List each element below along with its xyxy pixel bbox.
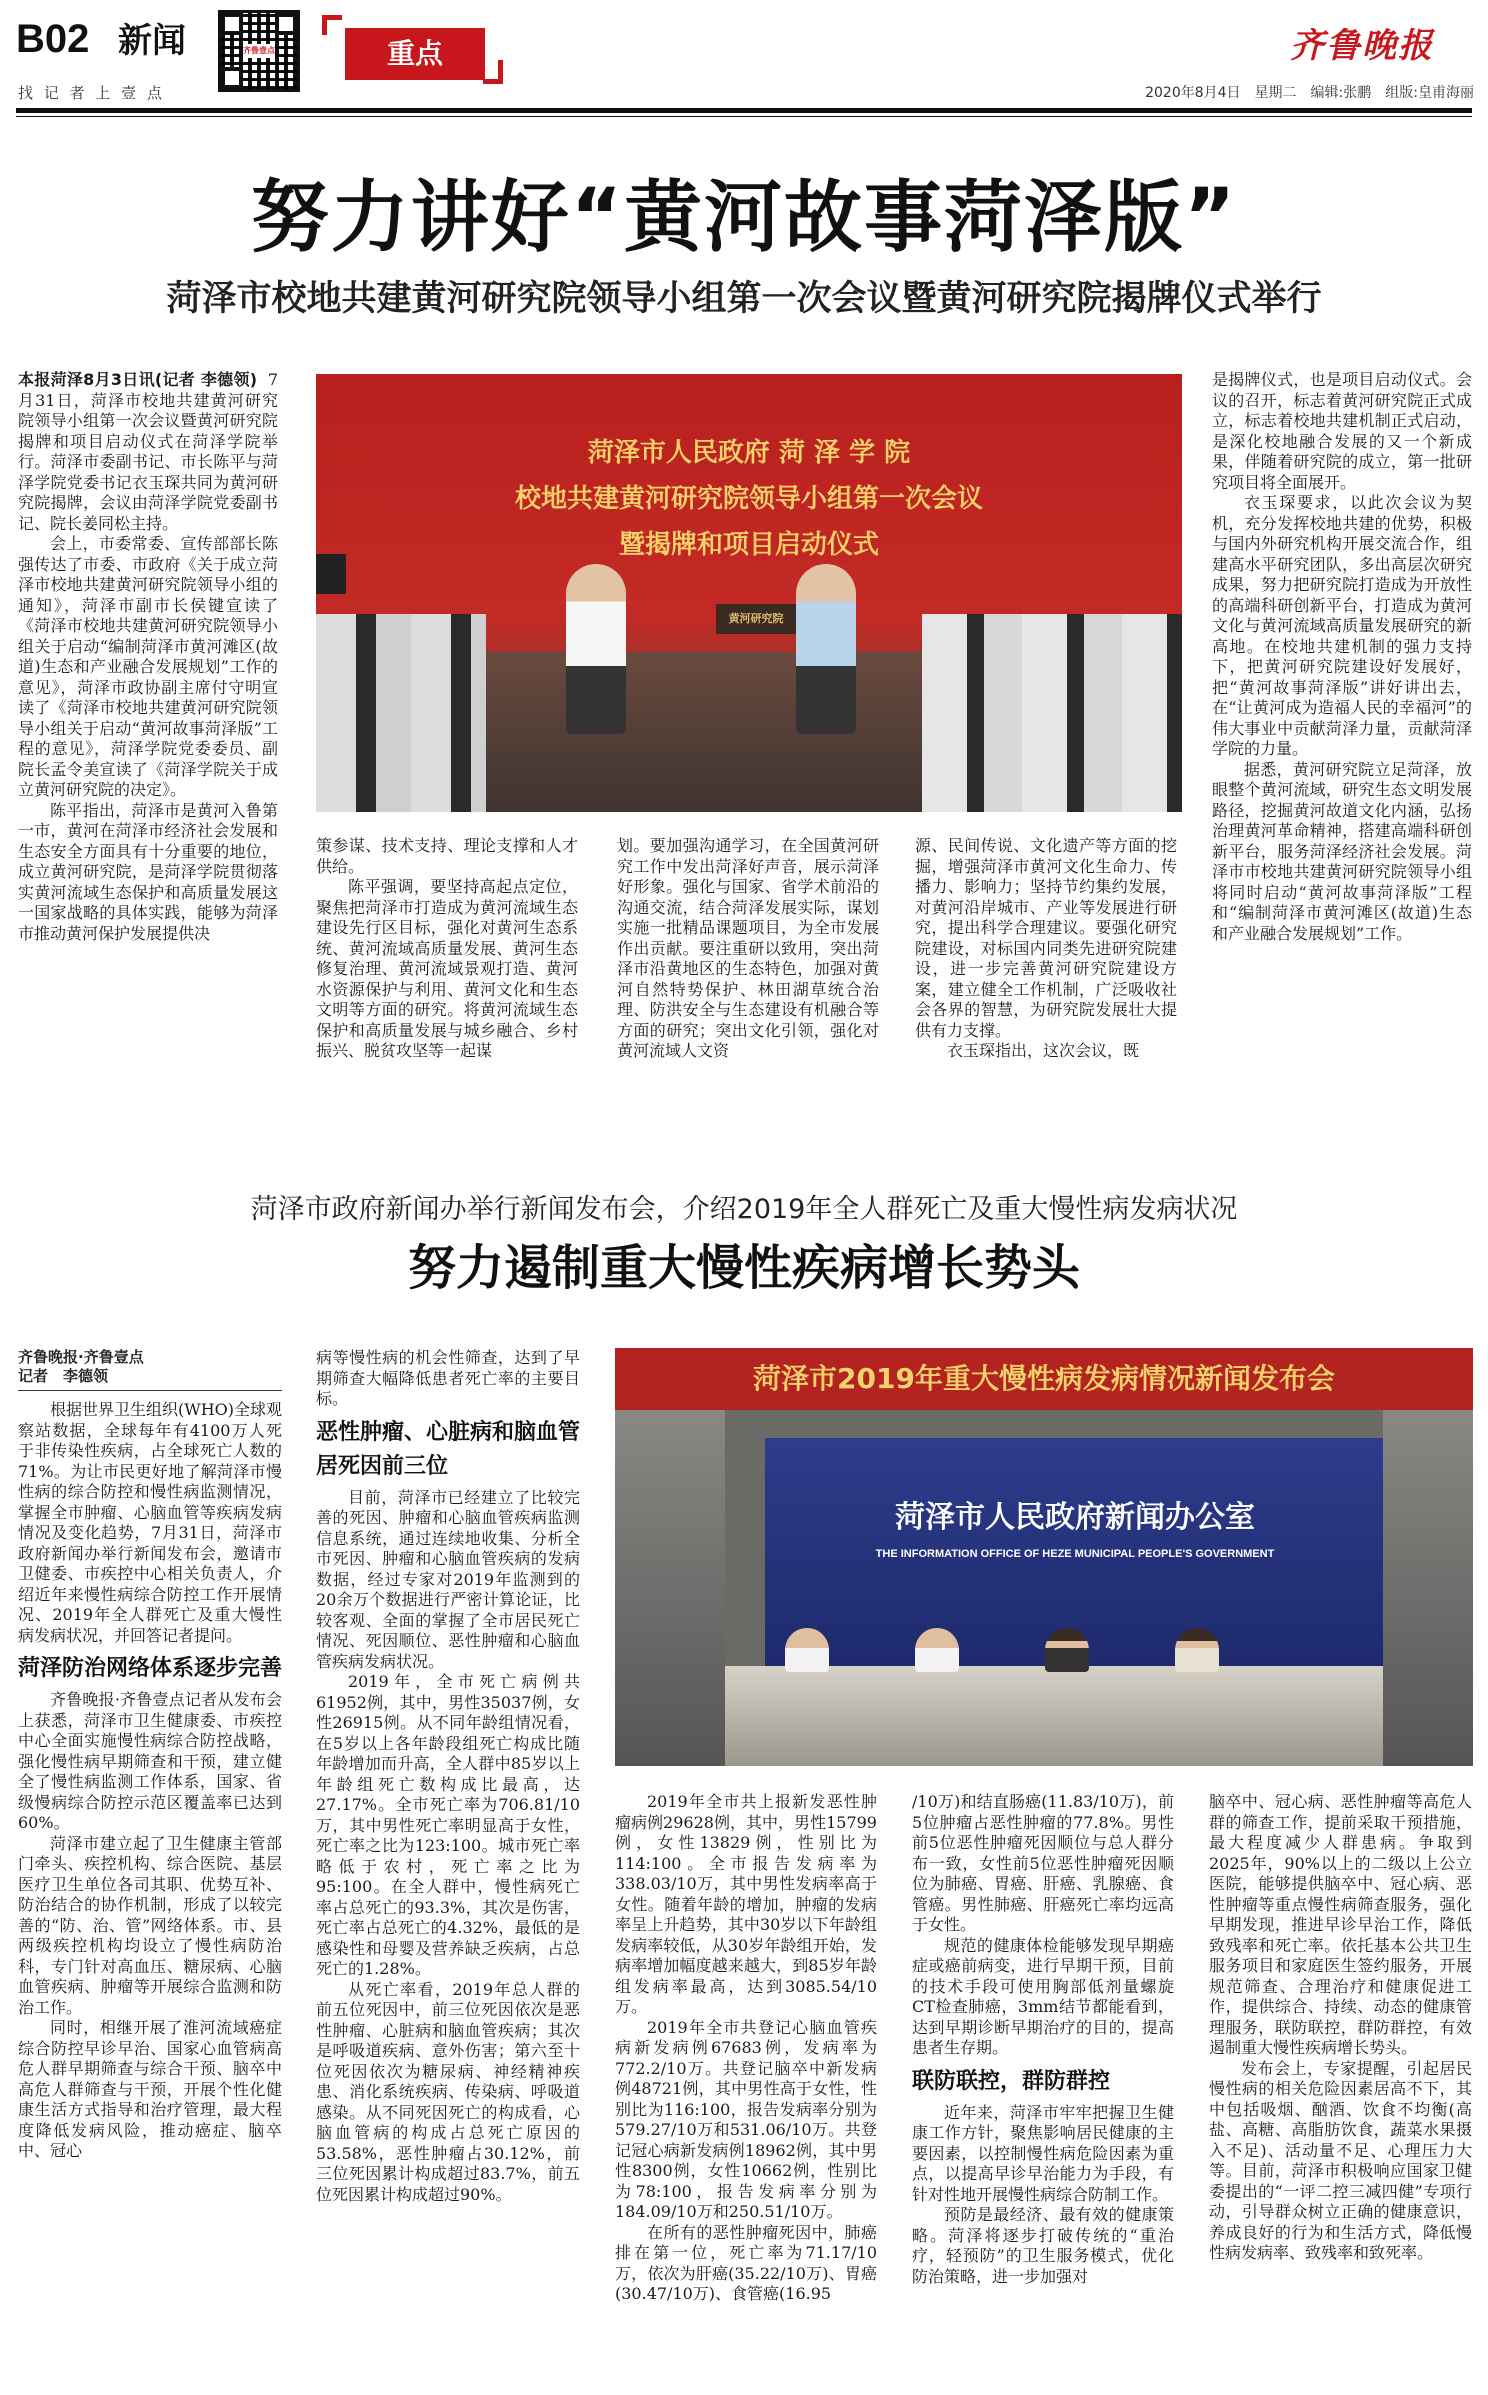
para: 规范的健康体检能够发现早期癌症或癌前病变，进行早期干预，目前的技术手段可使用胸部低剂量螺旋CT检查肺癌，3mm结节都能看到，达到早期诊断早期治疗的目的，提高患者生存期。 [912, 1935, 1174, 2057]
tagline: 找 记 者 上 壹 点 [18, 84, 165, 102]
header-rule [16, 108, 1472, 113]
event-banner-text: 菏泽市2019年重大慢性病发病情况新闻发布会 [753, 1362, 1335, 1395]
section-name: 新闻 [118, 21, 186, 61]
para: /10万)和结直肠癌(11.83/10万)，前5位肿瘤占恶性肿瘤的77.8%。男性前5位恶性肿瘤死因顺位与总人群分布一致，女性前5位恶性肿瘤死因顺位为肺癌、胃癌、肝癌、乳腺癌、食管癌。男性肺癌、肝癌死亡率均远高于女性。 [912, 1792, 1174, 1934]
para: 2019年全市共登记心脑血管疾病新发病例67683例，发病率为772.2/10万。共登记脑卒中新发病例48721例，其中男性高于女性，性别比为116:100，报告发病率分别为579.27/10万和531.06/10万。共登记冠心病新发病例18962例，其中男性8300例，女性10662例，性别比为78:100，报告发病率分别为184.09/10万和250.51/10万。 [615, 2017, 877, 2221]
para: 据悉，黄河研究院立足菏泽，放眼整个黄河流域，研究生态文明发展路径，挖掘黄河故道文化内涵，弘扬治理黄河革命精神，搭建高端科研创新平台，服务菏泽经济社会发展。菏泽市市校地共建黄河研究院领导小组将同时启动“黄河故事菏泽版”工程和“编制菏泽市黄河滩区(故道)生态和产业融合发展规划”工作。 [1212, 759, 1472, 943]
person [566, 564, 626, 734]
speaker [1045, 1628, 1089, 1672]
para: 病等慢性病的机会性筛查，达到了早期筛查大幅降低患者死亡率的主要目标。 [316, 1348, 580, 1408]
kicker: 菏泽市政府新闻办举行新闻发布会，介绍2019年全人群死亡及重大慢性病发病状况 [250, 1194, 1238, 1225]
para: 衣玉琛要求，以此次会议为契机，充分发挥校地共建的优势，积极与国内外研究机构开展交流合作，组建高水平研究团队，多出高层次研究成果，努力把研究院打造成为开放性的高端科研创新平台，打造成为黄河文化与黄河流域高质量发展研究的新高地。在校地共建机制的强力支持下，把黄河研究院建设好发展好，把“黄河故事菏泽版”讲好讲出去，在“让黄河成为造福人民的幸福河”的伟大事业中贡献菏泽力量，贡献菏泽学院的力量。 [1212, 493, 1472, 758]
speaker [915, 1628, 959, 1672]
plaque: 黄河研究院 [716, 604, 796, 634]
brand-logo: 齐鲁晚报 [1290, 26, 1434, 66]
para: 划。要加强沟通学习，在全国黄河研究工作中发出菏泽好声音，展示菏泽好形象。强化与国家、省学术前沿的沟通交流，结合菏泽发展实际，谋划实施一批精品课题项目，为全市发展作出贡献。要注重研以致用，突出菏泽市沿黄地区的生态特色，加强对黄河自然特势保护、林田湖草统合治理、防洪安全与生态建设有机融合等方面的研究；突出文化引领，强化对黄河流域人文资 [617, 836, 879, 1060]
person [796, 564, 856, 734]
subheadline: 菏泽市校地共建黄河研究院领导小组第一次会议暨黄河研究院揭牌仪式举行 [166, 279, 1322, 319]
para: 根据世界卫生组织(WHO)全球观察站数据，全球每年有4100万人死于非传染性疾病，占全球死亡人数的71%。为让市民更好地了解菏泽市慢性病的综合防控和慢性病监测情况，掌握全市肿瘤、心脑血管等疾病发病情况及变化趋势，7月31日，菏泽市政府新闻办举行新闻发布会，邀请市卫健委、市疾控中心相关负责人，介绍近年来慢性病综合防控工作开展情况、2019年全人群死亡及重大慢性病发病状况，并回答记者提问。 [18, 1400, 282, 1645]
para: 策参谋、技术支持、理论支撑和人才供给。 [316, 836, 578, 876]
a2-column-4 [912, 1792, 1174, 2382]
issue-info: 2020年8月4日 星期二 编辑:张鹏 组版:皇甫海丽 [1145, 85, 1474, 101]
para: 2019年全市共上报新发恶性肿瘤病例29628例，其中，男性15799例，女性13829例，性别比为114:100。全市报告发病率为338.03/10万，其中男性发病率高于女性。随着年龄的增加，肿瘤的发病率呈上升趋势，其中30岁以下年龄组发病率较低，从30岁年龄组开始，发病率增加幅度越来越大，到85岁年龄组发病率最高，达到3085.54/10万。 [615, 1792, 877, 2016]
a1-column-4 [915, 836, 1177, 1108]
a2-column-5 [1209, 1792, 1472, 2382]
byline [18, 1348, 282, 1391]
a2-column-3 [615, 1792, 877, 2382]
banner-line-2: 校地共建黄河研究院领导小组第一次会议 [514, 484, 983, 514]
byline-reporter: 记者 李德领 [18, 1367, 109, 1385]
a1-column-5 [1212, 370, 1472, 1108]
headline-2: 努力遏制重大慢性疾病增长势头 [407, 1240, 1080, 1296]
para: 从死亡率看，2019年总人群的前五位死因中，前三位死因依次是恶性肿瘤、心脏病和脑血管疾病；其次是呼吸道疾病、意外伤害；第六至十位死因依次为糖尿病、神经精神疾患、消化系统疾病、传染病、呼吸道感染。从不同死因死亡的构成看，心脑血管病的构成占总死亡原因的53.58%，恶性肿瘤占30.12%，前三位死因累计构成超过83.7%，前五位死因累计构成超过90%。 [316, 1979, 580, 2204]
speaker [1175, 1628, 1219, 1672]
para: 预防是最经济、最有效的健康策略。菏泽将逐步打破传统的“重治疗，轻预防”的卫生服务模式，优化防治策略，进一步加强对 [912, 2205, 1174, 2286]
subheading: 恶性肿瘤、心脏病和脑血管居死因前三位 [316, 1419, 580, 1479]
a2-column-2 [316, 1348, 580, 2382]
dateline: 本报菏泽8月3日讯(记者 李德领) [18, 370, 258, 389]
banner-line-1: 菏泽市人民政府 菏 泽 学 院 [587, 438, 911, 468]
tab-corner [322, 15, 342, 35]
para: 7月31日，菏泽市校地共建黄河研究院领导小组第一次会议暨黄河研究院揭牌和项目启动仪式在菏泽学院举行。菏泽市委副书记、市长陈平与菏泽学院党委书记衣玉琛共同为黄河研究院揭牌，会议由菏泽学院党委副书记、院长姜同松主持。 [18, 370, 278, 533]
a1-column-1 [18, 370, 278, 1108]
a2-column-1 [18, 1400, 282, 2382]
meeting-photo [316, 374, 1182, 812]
subheading: 菏泽防治网络体系逐步完善 [18, 1656, 282, 1681]
para: 会上，市委常委、宣传部部长陈强传达了市委、市政府《关于成立菏泽市校地共建黄河研究院领导小组的通知》，菏泽市副市长侯键宣读了《菏泽市校地共建黄河研究院领导小组关于启动“编制菏泽市黄河滩区(故道)生态和产业融合发展规划”工作的意见》，菏泽市政协副主席付守明宣读了《菏泽市校地共建黄河研究院领导小组关于启动“黄河故事菏泽版”工程的意见》，菏泽学院党委委员、副院长孟令美宣读了《菏泽学院关于成立黄河研究院的决定》。 [18, 534, 278, 799]
banner-line-3: 暨揭牌和项目启动仪式 [618, 530, 879, 560]
speaker [785, 1628, 829, 1672]
para: 是揭牌仪式，也是项目启动仪式。会议的召开，标志着黄河研究院正式成立，标志着校地共建机制正式启动，是深化校地融合发展的又一个新成果，伴随着研究院的成立，第一批研究项目将全面展开。 [1212, 370, 1472, 492]
backdrop-title: 菏泽市人民政府新闻办公室 [895, 1500, 1255, 1535]
tab-corner-right [483, 60, 503, 84]
qr-label: 齐鲁壹点 [243, 44, 275, 58]
para: 陈平指出，菏泽市是黄河入鲁第一市，黄河在菏泽市经济社会发展和生态安全方面具有十分重要的地位，成立黄河研究院，是菏泽学院贯彻落实黄河流域生态保护和高质量发展这一国家战略的具体实践，能够为菏泽市推动黄河保护发展提供决 [18, 800, 278, 943]
para: 近年来，菏泽市牢牢把握卫生健康工作方针，聚焦影响居民健康的主要因素，以控制慢性病危险因素为重点，以提高早诊早治能力为手段，有针对性地开展慢性病综合防制工作。 [912, 2102, 1174, 2204]
para: 发布会上，专家提醒，引起居民慢性病的相关危险因素居高不下，其中包括吸烟、酗酒、饮食不均衡(高盐、高糖、高脂肪饮食，蔬菜水果摄入不足)、活动量不足、心理压力大等。目前，菏泽市积极响应国家卫健委提出的“一评二控三减四健”专项行动，引导群众树立正确的健康意识，养成良好的行为和生活方式，降低慢性病发病率、致残率和致死率。 [1209, 2058, 1472, 2262]
para: 脑卒中、冠心病、恶性肿瘤等高危人群的筛查工作，提前采取干预措施，最大程度减少人群患病。争取到2025年，90%以上的二级以上公立医院，能够提供脑卒中、冠心病、恶性肿瘤等重点慢性病筛查服务，强化早期发现，推进早诊早治工作，降低致残率和死亡率。依托基本公共卫生服务项目和家庭医生签约服务，开展规范筛查、合理治疗和健康促进工作，提供综合、持续、动态的健康管理服务，联防联控，群防群控，有效遏制重大慢性疾病增长势头。 [1209, 1792, 1472, 2057]
podium-table [725, 1666, 1405, 1766]
section-tab[interactable]: 重点 [345, 28, 485, 80]
page-number: B02 [16, 17, 90, 61]
subheading: 联防联控，群防群控 [912, 2068, 1111, 2094]
para: 陈平强调，要坚持高起点定位，聚焦把菏泽市打造成为黄河流域生态建设先行区目标，强化对黄河生态系统、黄河流域高质量发展、黄河生态修复治理、黄河流域景观打造、黄河水资源保护与利用、黄河文化和生态文明等方面的研究。将黄河流域生态保护和高质量发展与城乡融合、乡村振兴、脱贫攻坚等一起谋 [316, 877, 578, 1060]
byline-outlet: 齐鲁晚报·齐鲁壹点 [18, 1348, 144, 1366]
press-conference-photo [615, 1348, 1473, 1766]
a1-column-3 [617, 836, 879, 1108]
backdrop-subtitle: THE INFORMATION OFFICE OF HEZE MUNICIPAL PEOPLE'S GOVERNMENT [875, 1548, 1275, 1560]
para: 齐鲁晚报·齐鲁壹点记者从发布会上获悉，菏泽市卫生健康委、市疾控中心全面实施慢性病综合防控战略，强化慢性病早期筛查和干预，建立健全了慢性病监测工作体系，国家、省级慢病综合防控示范区覆盖率已达到60%。 [18, 1690, 282, 1832]
para: 2019年，全市死亡病例共61952例，其中，男性35037例，女性26915例。从不同年龄组情况看，在5岁以上各年龄段组死亡构成比随年龄增加而升高，全人群中85岁以上年龄组死亡数构成比最高，达27.17%。全市死亡率为706.81/10万，其中男性死亡率明显高于女性，死亡率之比为123:100。城市死亡率略低于农村，死亡率之比为95:100。在全人群中，慢性病死亡率占总死亡的93.3%，其次是伤害，死亡率占总死亡的4.32%，最低的是感染性和母婴及营养缺乏疾病，占总死亡的1.28%。 [316, 1672, 580, 1978]
para: 目前，菏泽市已经建立了比较完善的死因、肿瘤和心脑血管疾病监测信息系统，通过连续地收集、分析全市死因、肿瘤和心脑血管疾病的发病数据，经过专家对2019年监测到的20余万个数据进行严密计算论证，比较客观、全面的掌握了全市居民死亡情况、死因顺位、恶性肿瘤和心脑血管疾病发病状况。 [316, 1487, 580, 1671]
para: 菏泽市建立起了卫生健康主管部门牵头、疾控机构、综合医院、基层医疗卫生单位各司其职、优势互补、防治结合的协作机制，形成了以较完善的“防、治、管”网络体系。市、县两级疾控机构均设立了慢性病防治科，专门针对高血压、糖尿病、心脑血管疾病、肿瘤等开展综合监测和防治工作。 [18, 1833, 282, 2017]
para: 同时，相继开展了淮河流域癌症综合防控早诊早治、国家心血管病高危人群早期筛查与综合干预、脑卒中高危人群筛查与干预，开展个性化健康生活方式指导和治疗管理，最大程度降低发病风险，推动癌症、脑卒中、冠心 [18, 2018, 282, 2160]
a1-column-2 [316, 836, 578, 1108]
header-rule-thin [16, 116, 1472, 117]
qr-code[interactable] [218, 10, 300, 92]
para: 衣玉琛指出，这次会议，既 [947, 1041, 1140, 1060]
headline: 努力讲好“黄河故事菏泽版” [250, 173, 1238, 263]
para: 源、民间传说、文化遗产等方面的挖掘，增强菏泽市黄河文化生命力、传播力、影响力；坚持节约集约发展，对黄河沿岸城市、产业等发展进行研究，提出科学合理建议。要强化研究院建设，对标国内同类先进研究院建设，进一步完善黄河研究院建设方案，建立健全工作机制，广泛吸收社会各界的智慧，为研究院发展壮大提供有力支撑。 [915, 836, 1177, 1040]
para: 在所有的恶性肿瘤死因中，肺癌排在第一位，死亡率为71.17/10万，依次为肝癌(35.22/10万)、胃癌(30.47/10万)、食管癌(16.95 [615, 2222, 877, 2303]
